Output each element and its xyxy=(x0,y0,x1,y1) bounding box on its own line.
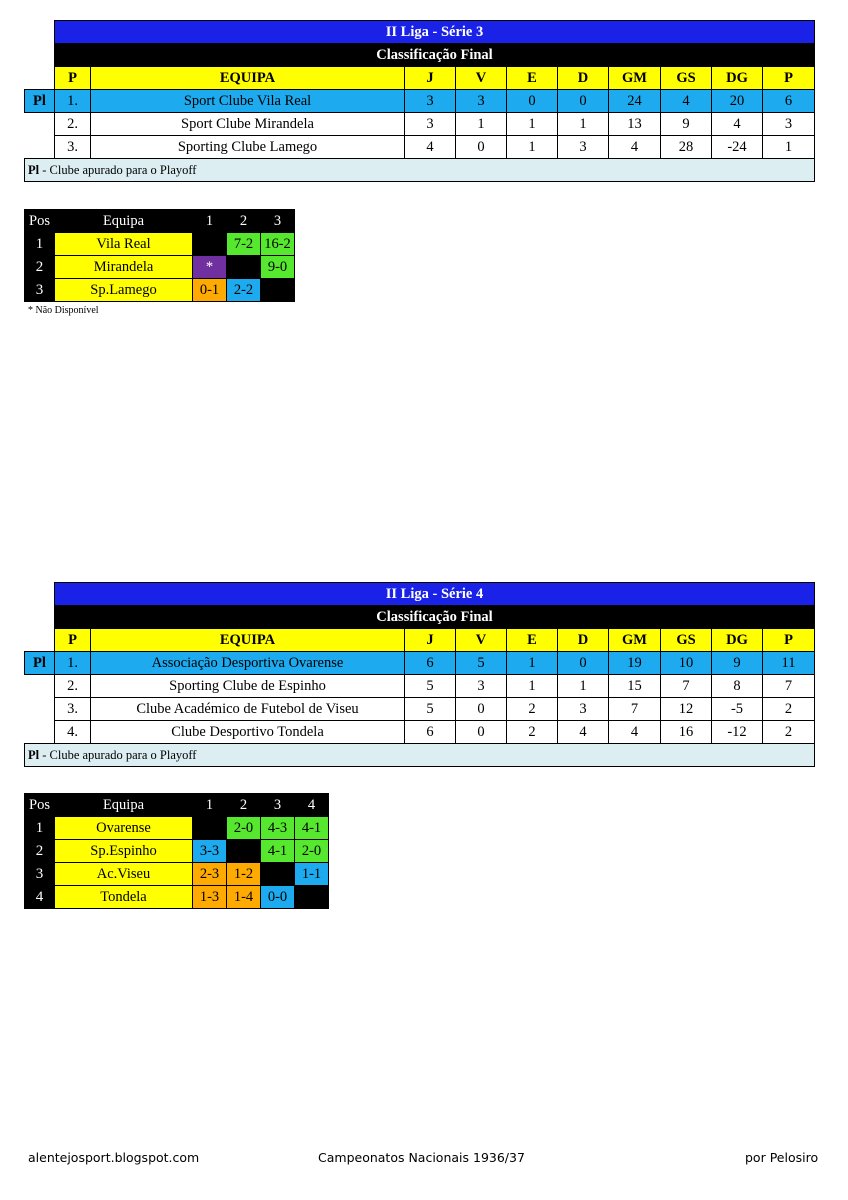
matrix-header-cell: Pos xyxy=(25,210,55,233)
matrix-pos: 2 xyxy=(25,256,55,279)
team-cell: Sporting Clube Lamego xyxy=(91,136,405,159)
matrix-pos: 2 xyxy=(25,840,55,863)
header-cell: GM xyxy=(609,67,661,90)
result-cell: 4-1 xyxy=(261,840,295,863)
serie4-standings-table xyxy=(24,582,815,767)
v-cell: 3 xyxy=(456,675,507,698)
header-cell: DG xyxy=(712,629,763,652)
pos-cell: 2. xyxy=(55,675,91,698)
pos-cell: 2. xyxy=(55,113,91,136)
matrix-header-cell: 2 xyxy=(227,210,261,233)
v-cell: 3 xyxy=(456,90,507,113)
table-row xyxy=(25,721,815,744)
header-cell: P xyxy=(55,629,91,652)
serie4-header-row xyxy=(25,629,815,652)
points-cell: 1 xyxy=(763,136,815,159)
result-cell: 4-1 xyxy=(295,817,329,840)
pos-cell: 3. xyxy=(55,698,91,721)
v-cell: 0 xyxy=(456,136,507,159)
table-row xyxy=(25,675,815,698)
team-cell: Sporting Clube de Espinho xyxy=(91,675,405,698)
serie3-title: II Liga - Série 3 xyxy=(55,21,815,44)
dg-cell: -24 xyxy=(712,136,763,159)
d-cell: 1 xyxy=(558,113,609,136)
matrix-header-cell: Pos xyxy=(25,794,55,817)
header-cell: V xyxy=(456,629,507,652)
e-cell: 1 xyxy=(507,136,558,159)
header-cell: D xyxy=(558,67,609,90)
table-row xyxy=(25,652,815,675)
table-row xyxy=(25,90,815,113)
header-cell: P xyxy=(55,67,91,90)
serie3-subtitle: Classificação Final xyxy=(55,44,815,67)
dg-cell: 4 xyxy=(712,113,763,136)
result-cell: 7-2 xyxy=(227,233,261,256)
points-cell: 11 xyxy=(763,652,815,675)
header-cell: J xyxy=(405,629,456,652)
dg-cell: -12 xyxy=(712,721,763,744)
d-cell: 4 xyxy=(558,721,609,744)
matrix-pos: 3 xyxy=(25,279,55,302)
dg-cell: -5 xyxy=(712,698,763,721)
serie4-subtitle: Classificação Final xyxy=(55,606,815,629)
v-cell: 1 xyxy=(456,113,507,136)
header-cell: P xyxy=(763,629,815,652)
result-cell: 2-2 xyxy=(227,279,261,302)
team-cell: Clube Académico de Futebol de Viseu xyxy=(91,698,405,721)
matrix-header-cell: 1 xyxy=(193,794,227,817)
header-cell: E xyxy=(507,629,558,652)
matrix-team: Sp.Espinho xyxy=(55,840,193,863)
result-cell: 16-2 xyxy=(261,233,295,256)
matrix-row xyxy=(25,817,329,840)
header-cell: GS xyxy=(661,629,712,652)
header-cell: DG xyxy=(712,67,763,90)
gs-cell: 7 xyxy=(661,675,712,698)
d-cell: 3 xyxy=(558,136,609,159)
gm-cell: 19 xyxy=(609,652,661,675)
matrix-row xyxy=(25,863,329,886)
matrix-pos: 1 xyxy=(25,817,55,840)
matrix-header-row xyxy=(25,794,329,817)
result-cell: 2-0 xyxy=(295,840,329,863)
e-cell: 1 xyxy=(507,652,558,675)
matrix-team: Tondela xyxy=(55,886,193,909)
matrix-pos: 4 xyxy=(25,886,55,909)
matrix-header-row xyxy=(25,210,295,233)
matrix-team: Vila Real xyxy=(55,233,193,256)
team-cell: Associação Desportiva Ovarense xyxy=(91,652,405,675)
result-cell: 2-3 xyxy=(193,863,227,886)
d-cell: 0 xyxy=(558,652,609,675)
serie4-title: II Liga - Série 4 xyxy=(55,583,815,606)
gm-cell: 15 xyxy=(609,675,661,698)
matrix-row xyxy=(25,256,295,279)
gs-cell: 28 xyxy=(661,136,712,159)
not-available-note: * Não Disponível xyxy=(28,305,99,316)
gs-cell: 10 xyxy=(661,652,712,675)
matrix-header-cell: 3 xyxy=(261,794,295,817)
header-cell: E xyxy=(507,67,558,90)
playoff-legend xyxy=(25,159,815,182)
gm-cell: 4 xyxy=(609,136,661,159)
d-cell: 0 xyxy=(558,90,609,113)
matrix-team: Sp.Lamego xyxy=(55,279,193,302)
matrix-self-cell xyxy=(227,256,261,279)
gm-cell: 24 xyxy=(609,90,661,113)
playoff-legend xyxy=(25,744,815,767)
serie3-results-matrix xyxy=(24,209,295,302)
matrix-pos: 3 xyxy=(25,863,55,886)
matrix-header-cell: 4 xyxy=(295,794,329,817)
result-cell: 3-3 xyxy=(193,840,227,863)
matrix-pos: 1 xyxy=(25,233,55,256)
j-cell: 4 xyxy=(405,136,456,159)
header-cell: D xyxy=(558,629,609,652)
result-cell: 1-2 xyxy=(227,863,261,886)
serie3-standings-table xyxy=(24,20,815,182)
points-cell: 2 xyxy=(763,721,815,744)
e-cell: 2 xyxy=(507,721,558,744)
result-cell: 1-3 xyxy=(193,886,227,909)
result-cell: 0-1 xyxy=(193,279,227,302)
table-row xyxy=(25,698,815,721)
j-cell: 6 xyxy=(405,652,456,675)
gs-cell: 4 xyxy=(661,90,712,113)
header-cell: EQUIPA xyxy=(91,629,405,652)
dg-cell: 8 xyxy=(712,675,763,698)
matrix-header-cell: 3 xyxy=(261,210,295,233)
j-cell: 3 xyxy=(405,113,456,136)
matrix-self-cell xyxy=(227,840,261,863)
points-cell: 3 xyxy=(763,113,815,136)
header-cell: J xyxy=(405,67,456,90)
points-cell: 7 xyxy=(763,675,815,698)
pos-cell: 1. xyxy=(55,652,91,675)
result-cell: 1-4 xyxy=(227,886,261,909)
matrix-header-cell: 2 xyxy=(227,794,261,817)
header-cell: GM xyxy=(609,629,661,652)
dg-cell: 9 xyxy=(712,652,763,675)
result-cell: 4-3 xyxy=(261,817,295,840)
footer-title: Campeonatos Nacionais 1936/37 xyxy=(318,1150,525,1165)
e-cell: 1 xyxy=(507,113,558,136)
matrix-team: Ac.Viseu xyxy=(55,863,193,886)
j-cell: 3 xyxy=(405,90,456,113)
header-cell: V xyxy=(456,67,507,90)
gs-cell: 12 xyxy=(661,698,712,721)
matrix-self-cell xyxy=(193,233,227,256)
matrix-team: Mirandela xyxy=(55,256,193,279)
legend-text: - Clube apurado para o Playoff xyxy=(39,163,197,177)
j-cell: 6 xyxy=(405,721,456,744)
points-cell: 2 xyxy=(763,698,815,721)
j-cell: 5 xyxy=(405,698,456,721)
legend-code: Pl xyxy=(28,163,40,177)
gs-cell: 9 xyxy=(661,113,712,136)
matrix-self-cell xyxy=(261,279,295,302)
header-cell: GS xyxy=(661,67,712,90)
j-cell: 5 xyxy=(405,675,456,698)
e-cell: 2 xyxy=(507,698,558,721)
matrix-self-cell xyxy=(261,863,295,886)
table-row xyxy=(25,113,815,136)
gm-cell: 4 xyxy=(609,721,661,744)
gs-cell: 16 xyxy=(661,721,712,744)
matrix-header-cell: Equipa xyxy=(55,210,193,233)
playoff-mark: Pl xyxy=(25,90,55,113)
team-cell: Sport Clube Vila Real xyxy=(91,90,405,113)
matrix-self-cell xyxy=(295,886,329,909)
header-cell: P xyxy=(763,67,815,90)
matrix-row xyxy=(25,886,329,909)
pos-cell: 3. xyxy=(55,136,91,159)
v-cell: 0 xyxy=(456,698,507,721)
matrix-row xyxy=(25,279,295,302)
e-cell: 0 xyxy=(507,90,558,113)
matrix-header-cell: 1 xyxy=(193,210,227,233)
gm-cell: 13 xyxy=(609,113,661,136)
legend-code: Pl xyxy=(28,748,40,762)
d-cell: 3 xyxy=(558,698,609,721)
points-cell: 6 xyxy=(763,90,815,113)
dg-cell: 20 xyxy=(712,90,763,113)
matrix-self-cell xyxy=(193,817,227,840)
result-cell: * xyxy=(193,256,227,279)
d-cell: 1 xyxy=(558,675,609,698)
result-cell: 0-0 xyxy=(261,886,295,909)
header-cell: EQUIPA xyxy=(91,67,405,90)
matrix-row xyxy=(25,840,329,863)
matrix-header-cell: Equipa xyxy=(55,794,193,817)
legend-text: - Clube apurado para o Playoff xyxy=(39,748,197,762)
serie3-header-row xyxy=(25,67,815,90)
pos-cell: 1. xyxy=(55,90,91,113)
result-cell: 2-0 xyxy=(227,817,261,840)
matrix-row xyxy=(25,233,295,256)
footer-author: por Pelosiro xyxy=(745,1150,819,1165)
e-cell: 1 xyxy=(507,675,558,698)
table-row xyxy=(25,136,815,159)
footer-site: alentejosport.blogspot.com xyxy=(28,1150,200,1165)
v-cell: 5 xyxy=(456,652,507,675)
gm-cell: 7 xyxy=(609,698,661,721)
v-cell: 0 xyxy=(456,721,507,744)
serie4-results-matrix xyxy=(24,793,329,909)
result-cell: 1-1 xyxy=(295,863,329,886)
team-cell: Clube Desportivo Tondela xyxy=(91,721,405,744)
playoff-mark: Pl xyxy=(25,652,55,675)
matrix-team: Ovarense xyxy=(55,817,193,840)
pos-cell: 4. xyxy=(55,721,91,744)
team-cell: Sport Clube Mirandela xyxy=(91,113,405,136)
result-cell: 9-0 xyxy=(261,256,295,279)
